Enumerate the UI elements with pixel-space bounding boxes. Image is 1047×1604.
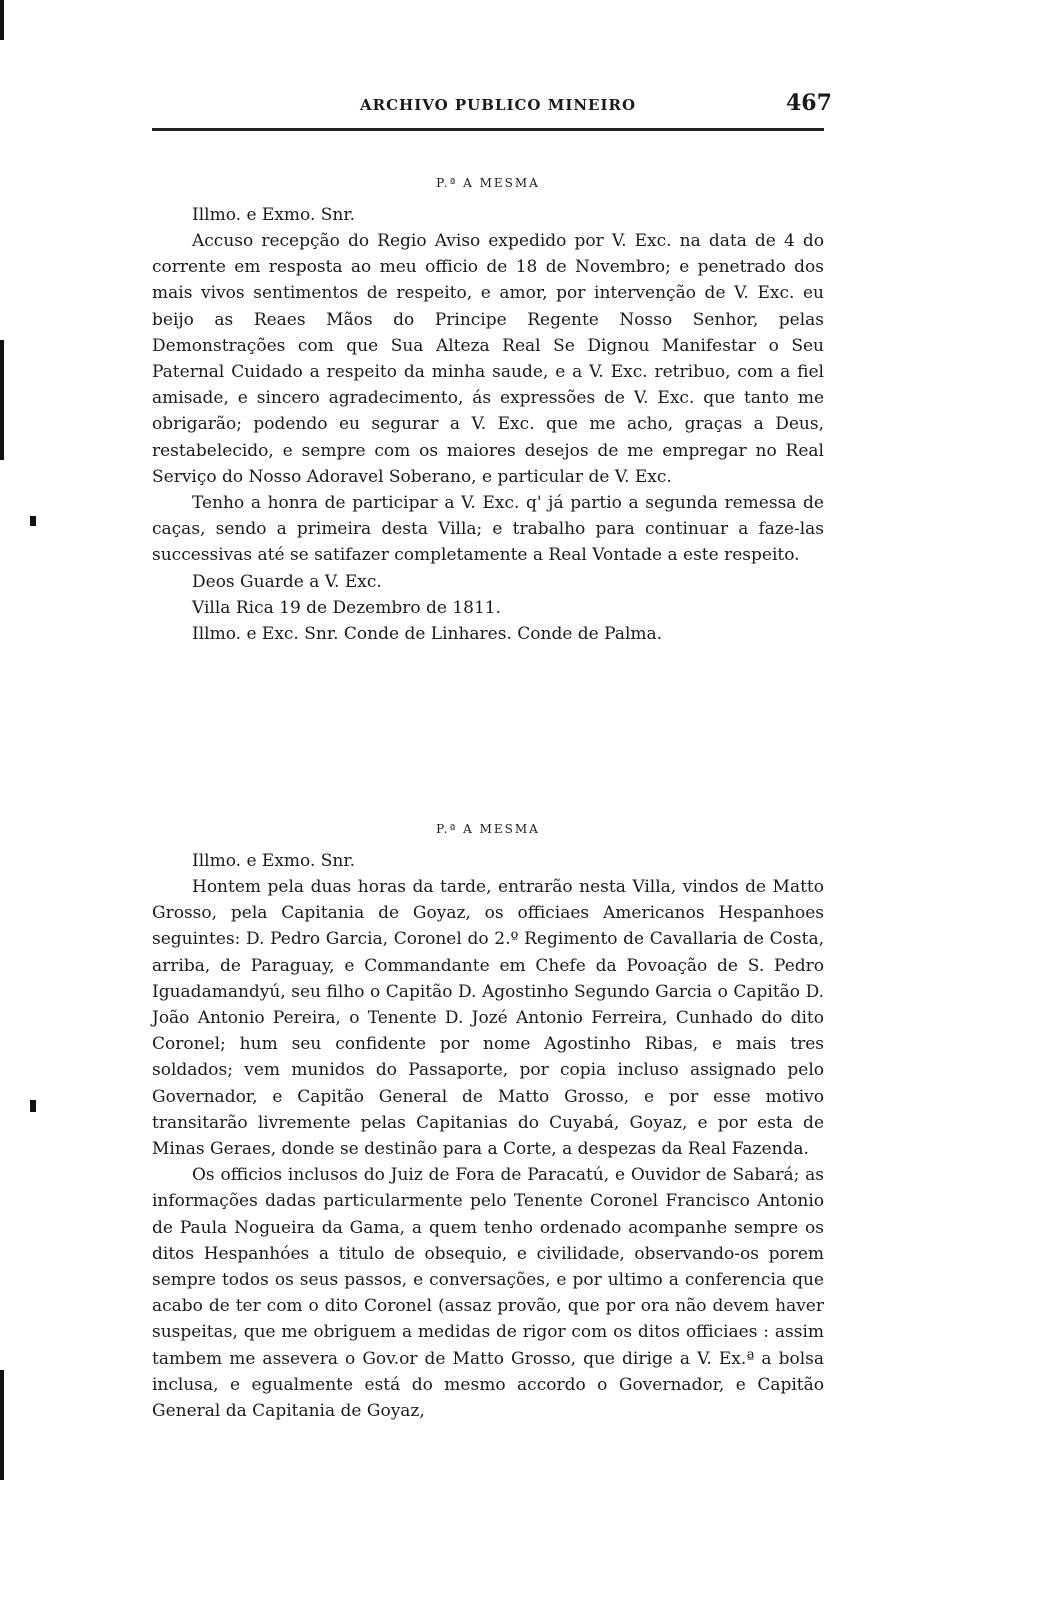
letter-salutation: Illmo. e Exmo. Snr. — [192, 851, 356, 871]
letter-paragraph: Hontem pela duas horas da tarde, entrarão nesta Villa, vindos de Matto Grosso, pela Capitania de Goyaz, os officiaes Americanos Hespanhoes seguintes: D. Pedro Garcia, Coronel do 2.º Regimento de Cavallaria de Costa, arriba, de Paraguay, e Commandante em Chefe da Povoação de S. Pedro Iguadamandyú, seu filho o Capitão D. Agostinho Segundo Garcia o Capitão D. João Antonio Pereira, o Tenente D. Jozé Antonio Ferreira, Cunhado do dito Coronel; hum seu confidente por nome Agostinho Ribas, e mais tres soldados; vem munidos do Passaporte, por copia incluso assignado pelo Governador, e Capitão General de Matto Grosso, e por esse motivo transitarão livremente pelas Capitanias do Cuyabá, Goyaz, e por esta de Minas Geraes, donde se destinão para a Corte, a despezas da Real Fazenda. — [152, 877, 824, 1160]
header-rule — [152, 128, 824, 131]
letter-subhead: P.ª A MESMA — [436, 822, 540, 836]
scan-edge-mark — [0, 0, 4, 40]
margin-bullet — [30, 516, 36, 526]
scan-edge-mark — [0, 340, 4, 460]
page-number: 467 — [786, 90, 832, 116]
letter-2 — [152, 818, 824, 1424]
scan-edge-mark — [0, 1370, 4, 1480]
letter-closing: Deos Guarde a V. Exc. — [192, 571, 382, 592]
letter-subhead: P.ª A MESMA — [436, 176, 540, 190]
running-header: ARCHIVO PUBLICO MINEIRO — [360, 96, 637, 114]
letter-1 — [152, 172, 824, 647]
letter-signature: Illmo. e Exc. Snr. Conde de Linhares. Conde de Palma. — [192, 623, 663, 644]
letter-paragraph: Tenho a honra de participar a V. Exc. q' já partio a segunda remessa de caças, sendo a primeira desta Villa; e trabalho para continuar a faze-las successivas até se satifazer completamente a Real Vontade a este respeito. — [152, 493, 824, 566]
letter-paragraph: Accuso recepção do Regio Aviso expedido por V. Exc. na data de 4 do corrente em resposta ao meu officio de 18 de Novembro; e penetrado dos mais vivos sentimentos de respeito, e amor, por intervenção de V. Exc. eu beijo as Reaes Mãos do Principe Regente Nosso Senhor, pelas Demonstrações com que Sua Alteza Real Se Dignou Manifestar o Seu Paternal Cuidado a respeito da minha saude, e a V. Exc. retribuo, com a fiel amisade, e sincero agradecimento, ás expressões de V. Exc. que tanto me obrigarão; podendo eu segurar a V. Exc. que me acho, graças a Deus, restabelecido, e sempre com os maiores desejos de me empregar no Real Serviço do Nosso Adoravel Soberano, e particular de V. Exc. — [152, 231, 824, 487]
margin-bullet — [30, 1100, 36, 1112]
letter-paragraph: Os officios inclusos do Juiz de Fora de Paracatú, e Ouvidor de Sabará; as informações dadas particularmente pelo Tenente Coronel Francisco Antonio de Paula Nogueira da Gama, a quem tenho ordenado acompanhe sempre os ditos Hespanhóes a titulo de obsequio, e civilidade, observando-os porem sempre todos os seus passos, e conversações, e por ultimo a conferencia que acabo de ter com o dito Coronel (assaz provão, que por ora não devem haver suspeitas, que me obriguem a medidas de rigor com os ditos officiaes : assim tambem me assevera o Gov.or de Matto Grosso, que dirige a V. Ex.ª a bolsa inclusa, e egualmente está do mesmo accordo o Governador, e Capitão General da Capitania de Goyaz, — [152, 1165, 824, 1422]
letter-date: Villa Rica 19 de Dezembro de 1811. — [192, 597, 501, 618]
letter-salutation: Illmo. e Exmo. Snr. — [192, 205, 356, 225]
